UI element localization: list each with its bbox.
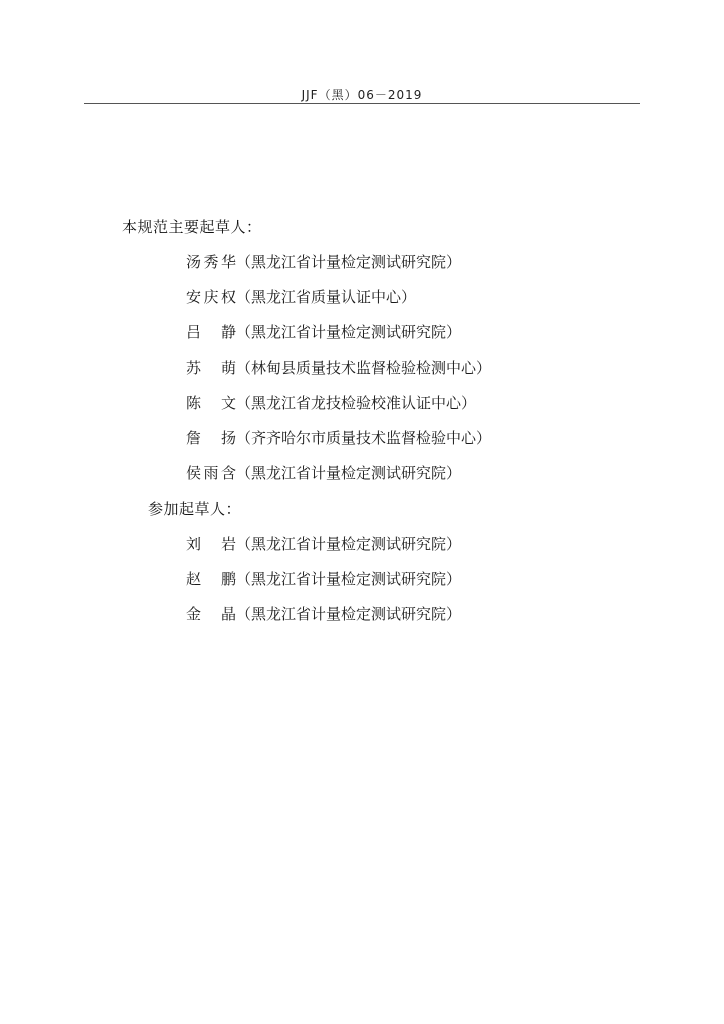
main-drafter-item [186,462,461,483]
drafter-name: 詹 扬 [186,429,236,447]
document-header-code: JJF（黑）06－2019 [301,88,423,102]
drafter-organization: （齐齐哈尔市质量技术监督检验中心） [236,429,492,447]
drafter-name: 赵 鹏 [186,570,236,588]
main-drafter-item [186,427,491,448]
main-drafter-item [186,251,461,272]
drafter-name: 陈 文 [186,394,236,412]
main-drafter-item [186,392,476,413]
drafter-organization: （黑龙江省计量检定测试研究院） [236,253,462,271]
drafter-name: 苏 萌 [186,359,236,377]
main-drafters-title: 本规范主要起草人： [122,218,262,236]
drafter-organization: （黑龙江省龙技检验校准认证中心） [236,394,477,412]
drafter-name: 侯雨含 [186,464,236,482]
drafter-name: 安庆权 [186,288,236,306]
drafter-organization: （黑龙江省计量检定测试研究院） [236,535,462,553]
drafter-organization: （黑龙江省计量检定测试研究院） [236,570,462,588]
drafter-organization: （黑龙江省质量认证中心） [236,288,417,306]
main-drafter-item [186,357,491,378]
participating-drafter-item [186,568,461,589]
drafter-organization: （黑龙江省计量检定测试研究院） [236,323,462,341]
participating-drafter-item [186,603,461,624]
drafter-name: 金 晶 [186,605,236,623]
main-drafter-item [186,286,416,307]
participating-drafters-title: 参加起草人： [148,500,242,518]
drafter-name: 吕 静 [186,323,236,341]
drafter-organization: （黑龙江省计量检定测试研究院） [236,464,462,482]
drafter-name: 刘 岩 [186,535,236,553]
drafter-name: 汤秀华 [186,253,236,271]
main-drafter-item [186,321,461,342]
participating-drafter-item [186,533,461,554]
drafter-organization: （黑龙江省计量检定测试研究院） [236,605,462,623]
header-divider [84,103,640,104]
drafter-organization: （林甸县质量技术监督检验检测中心） [236,359,492,377]
